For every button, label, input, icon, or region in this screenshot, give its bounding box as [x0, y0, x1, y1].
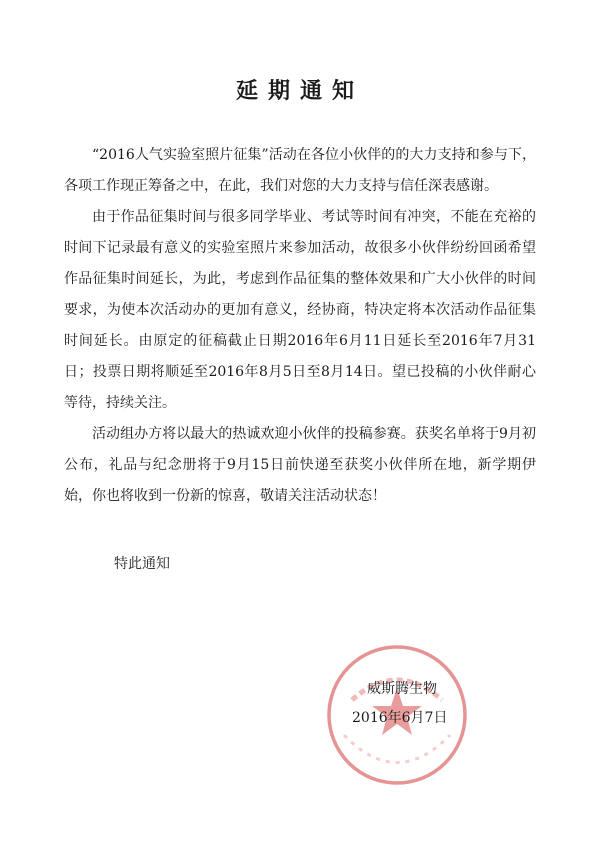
signature-date: 2016年6月7日 — [352, 710, 448, 726]
paragraph-awards: 活动组办方将以最大的热诚欢迎小伙伴的投稿参赛。获奖名单将于9月初公布，礼品与纪念册将于9月15日前快递至获奖小伙伴所在地，新学期伊始，你也将收到一份新的惊喜，敬请关注活动状态！ — [64, 426, 536, 504]
closing-remark: 特此通知 — [114, 556, 170, 572]
paragraph-intro: “2016人气实验室照片征集”活动在各位小伙伴的的大力支持和参与下，各项工作现正筹备之中，在此，我们对您的大力支持与信任深表感谢。 — [64, 147, 536, 194]
signature-organization: 威斯腾生物 — [367, 681, 437, 697]
paragraph-extension: 由于作品征集时间与很多同学毕业、考试等时间有冲突，不能在充裕的时间下记录最有意义的实验室照片来参加活动，故很多小伙伴纷纷回函希望作品征集时间延长，为此，考虑到作品征集的整体效果和广大小伙伴的时间要求，为使本次活动办的更加有意义，经协商，特决定将本次活动作品征集时间延长。由原定的征稿截止日期2016年6月11日延长至2016年7月31日；投票日期将顺延至2016年8月5日至8月14日。望已投稿的小伙伴耐心等待，持续关注。 — [64, 209, 536, 411]
document-title: 延期通知 — [235, 79, 364, 104]
notice-body — [64, 140, 536, 512]
